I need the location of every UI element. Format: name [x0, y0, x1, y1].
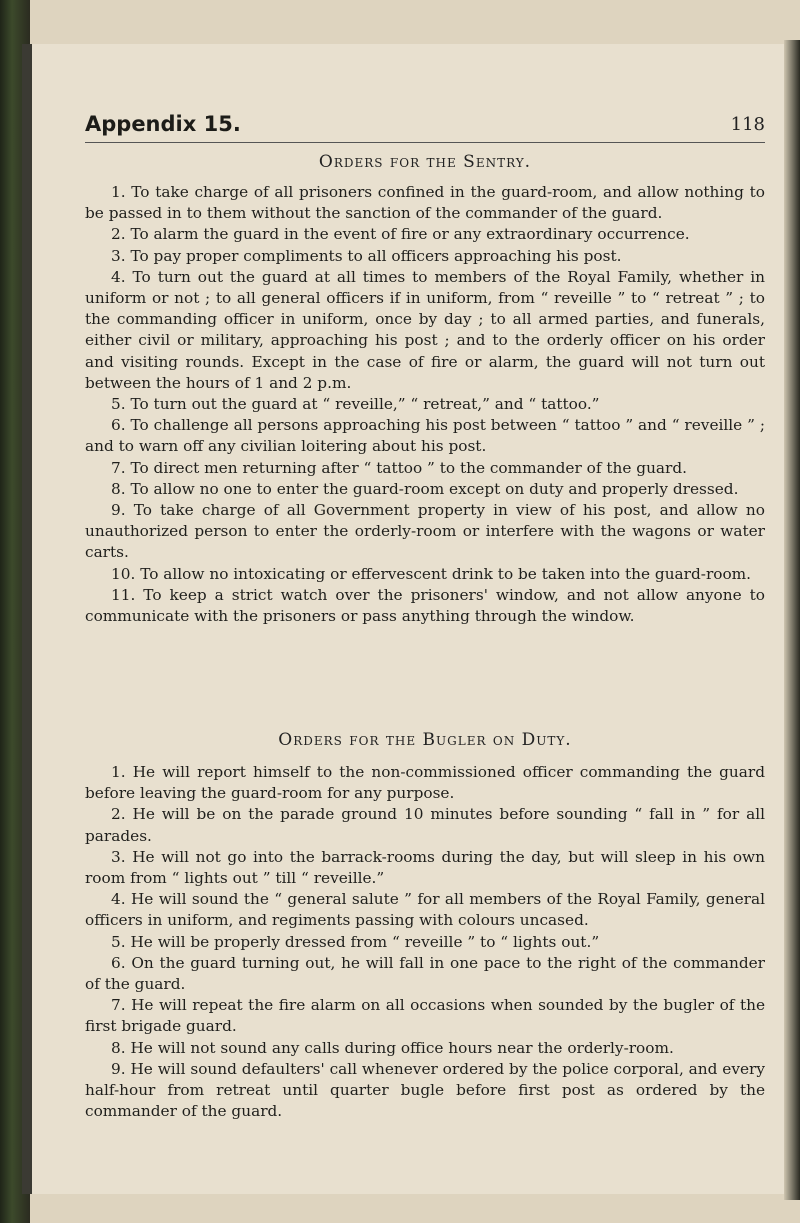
- bugler-order: 5. He will be properly dressed from “ reveille ” to “ lights out.”: [111, 932, 600, 951]
- bugler-order: 9. He will sound defaulters' call whenever ordered by the police corporal, and every half-hour from retreat until quarter bugle before first post as ordered by the commander of the guard.: [85, 1059, 766, 1121]
- bugler-order: 7. He will repeat the fire alarm on all occasions when sounded by the bugler of the first brigade guard.: [85, 996, 765, 1036]
- page-number: 118: [730, 114, 765, 135]
- sentry-order: 6. To challenge all persons approaching his post between “ tattoo ” and “ reveille ” ; and to warn off any civilian loitering about his post.: [85, 416, 765, 456]
- bugler-order: 3. He will not go into the barrack-rooms during the day, but will sleep in his own room from “ lights out ” till “ reveille.”: [85, 847, 765, 888]
- header-rule: [85, 142, 765, 143]
- sentry-heading: Orders for the Sentry.: [318, 152, 532, 172]
- bugler-order: 4. He will sound the “ general salute ” for all members of the Royal Family, general officers in uniform, and regiments passing with colours uncased.: [85, 890, 765, 930]
- bugler-order: 2. He will be on the parade ground 10 minutes before sounding “ fall in ” for all parades.: [85, 805, 765, 845]
- page-header: [85, 112, 765, 142]
- sentry-order: 10. To allow no intoxicating or effervescent drink to be taken into the guard-room.: [111, 564, 752, 583]
- page-edge: [784, 40, 800, 1200]
- bugler-heading: Orders for the Bugler on Duty.: [278, 730, 572, 750]
- sentry-order: 11. To keep a strict watch over the prisoners' window, and not allow anyone to communicate with the prisoners or pass anything through the window.: [85, 585, 765, 626]
- sentry-order: 2. To alarm the guard in the event of fire or any extraordinary occurrence.: [111, 225, 690, 244]
- sentry-order: 7. To direct men returning after “ tattoo ” to the commander of the guard.: [111, 458, 688, 477]
- appendix-title: Appendix 15.: [85, 112, 241, 136]
- sentry-order: 9. To take charge of all Government property in view of his post, and allow no unauthorized person to enter the orderly-room or interfere with the wagons or water carts.: [85, 501, 765, 562]
- sentry-orders: [85, 182, 765, 627]
- bugler-order: 8. He will not sound any calls during office hours near the orderly-room.: [111, 1038, 674, 1057]
- sentry-order: 3. To pay proper compliments to all officers approaching his post.: [111, 246, 622, 265]
- sentry-order: 5. To turn out the guard at “ reveille,” “ retreat,” and “ tattoo.”: [111, 395, 600, 414]
- bugler-orders: [85, 762, 765, 1122]
- bugler-order: 6. On the guard turning out, he will fall in one pace to the right of the commander of the guard.: [85, 953, 765, 994]
- sentry-order: 8. To allow no one to enter the guard-room except on duty and properly dressed.: [111, 479, 739, 498]
- bugler-order: 1. He will report himself to the non-commissioned officer commanding the guard before leaving the guard-room for any purpose.: [85, 763, 765, 803]
- sentry-order: 1. To take charge of all prisoners confined in the guard-room, and allow nothing to be passed in to them without the sanction of the commander of the guard.: [85, 183, 765, 223]
- sentry-order: 4. To turn out the guard at all times to members of the Royal Family, whether in uniform or not ; to all general officers if in uniform, from “ reveille ” to “ retreat ” ; to the commanding officer in uniform, once by day ; to all armed parties, and funerals, either civil or military, approaching his post ; and to the orderly officer on his order and visiting rounds. Except in the case of fire or alarm, the guard will not turn out between the hours of 1 and 2 p.m.: [85, 267, 765, 392]
